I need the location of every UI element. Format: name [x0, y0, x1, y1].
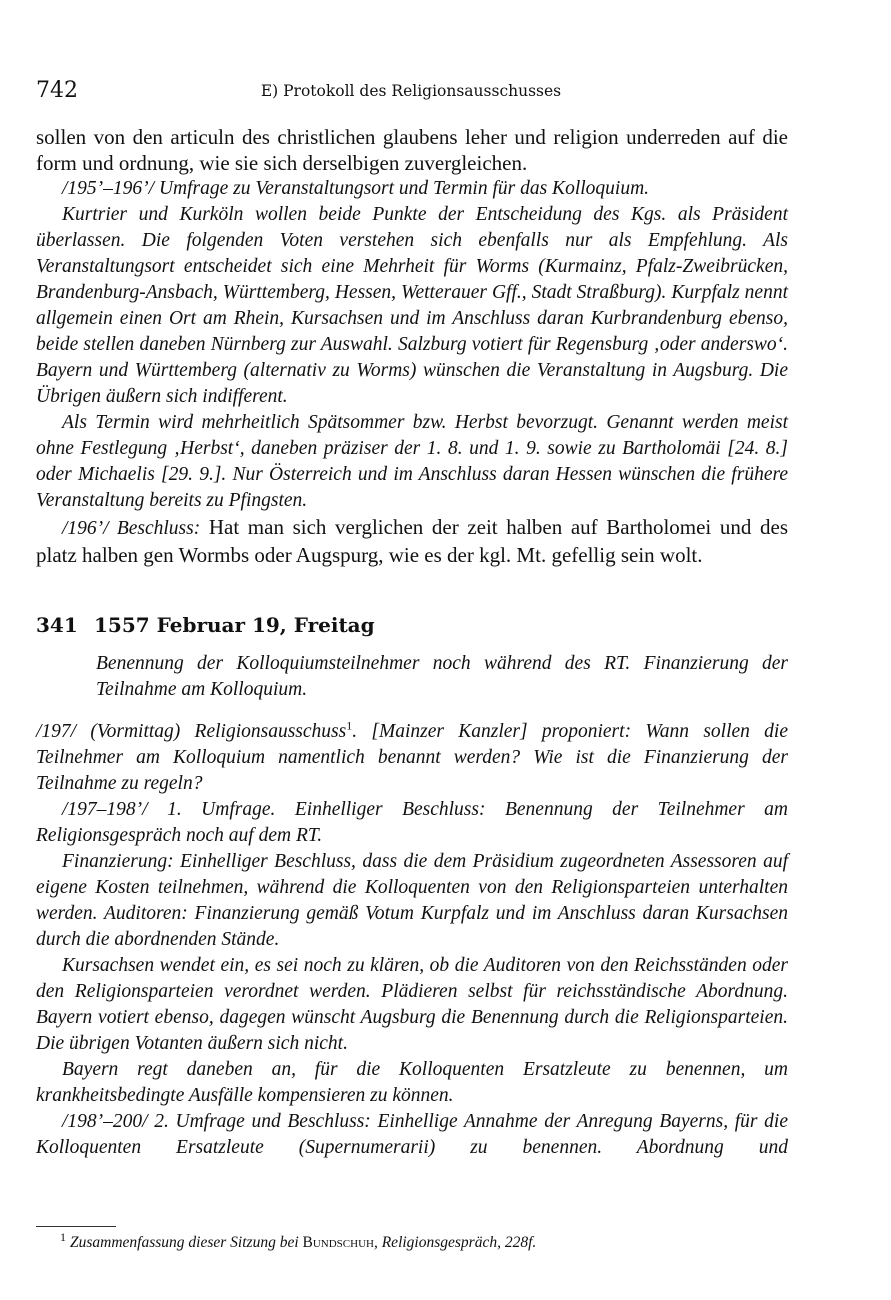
paragraph-finanzierung: Finanzierung: Einhelliger Beschluss, dass die dem Präsidium zugeordneten Assessoren auf eigene Kosten teilnehmen, während die Kolloquenten von den Religionsparteien unterhalten werden. Auditoren: Finanzierung gemäß Votum Kurpfalz und im Anschluss daran Kursachsen durch die abordnenden Stände. — [36, 851, 788, 950]
footnote-text-b: , Religionsgespräch, 228f. — [373, 1234, 537, 1251]
running-title: E) Protokoll des Religionsausschusses — [260, 82, 562, 100]
paragraph-umfrage-1: /197–198’/ 1. Umfrage. Einhelliger Beschluss: Benennung der Teilnehmer am Religionsgespräch noch auf dem RT. — [36, 799, 788, 846]
section-number: 341 — [36, 613, 78, 637]
page-header — [36, 78, 786, 108]
footnote-ref: 1 — [346, 718, 353, 733]
paragraph-continuation: sollen von den articuln des christlichen glaubens leher und religion underreden auf die form und ordnung, wie sie sich derselbigen zuvergleichen. — [36, 125, 788, 175]
footnote-text-a: Zusammenfassung dieser Sitzung bei — [70, 1234, 303, 1251]
proposition-intro: /197/ (Vormittag) Religionsausschuss — [36, 721, 347, 742]
footnote — [60, 1229, 780, 1252]
paragraph-beschluss — [36, 514, 788, 568]
footnote-mark: 1 — [60, 1229, 66, 1244]
beschluss-label: /196’/ Beschluss: — [62, 518, 201, 539]
paragraph-kursachsen: Kursachsen wendet ein, es sei noch zu klären, ob die Auditoren von den Reichsständen oder den Religionsparteien verordnet werden. Plädieren selbst für reichsständische Abordnung. Bayern votiert ebenso, dagegen wünscht Augsburg die Benennung durch die Religionsparteien. Die übrigen Votanten äußern sich nicht. — [36, 955, 788, 1054]
page-number: 742 — [36, 78, 78, 103]
section-summary: Benennung der Kolloquiumsteilnehmer noch während des RT. Finanzierung der Teilnahme am Kolloquium. — [96, 653, 788, 700]
paragraph-voten-ort: Kurtrier und Kurköln wollen beide Punkte der Entscheidung des Kgs. als Präsident überlassen. Die folgenden Voten verstehen sich ebenfalls nur als Empfehlung. Als Veranstaltungsort entscheidet sich eine Mehrheit für Worms (Kurmainz, Pfalz-Zweibrücken, Brandenburg-Ansbach, Württemberg, Hessen, Wetterauer Gff., Stadt Straßburg). Kurpfalz nennt allgemein einen Ort am Rhein, Kursachsen und im Anschluss daran Kurbrandenburg ebenso, beide stellen daneben Nürnberg zur Auswahl. Salzburg votiert für Regensburg ‚oder anderswo‘. Bayern und Württemberg (alternativ zu Worms) wünschen die Veranstaltung in Augsburg. Die Übrigen äußern sich indifferent. — [36, 204, 788, 407]
proposition-text: . [Mainzer Kanzler] proponiert: Wann sollen die Teilnehmer am Kolloquium namentlich benannt werden? Wie ist die Finanzierung der Teilnahme zu regeln? — [36, 721, 788, 794]
paragraph-bayern: Bayern regt daneben an, für die Kolloquenten Ersatzleute zu benennen, um krankheitsbedingte Ausfälle kompensieren zu können. — [36, 1059, 788, 1106]
section-heading — [36, 611, 788, 639]
page-body — [36, 124, 788, 1161]
section-date: 1557 Februar 19, Freitag — [94, 613, 375, 637]
beschluss-text: Hat man sich verglichen der zeit halben auf Bartholomei und des platz halben gen Wormbs oder Augspurg, wie es der kgl. Mt. gefellig sein wolt. — [36, 515, 789, 567]
footnote-divider — [36, 1226, 116, 1227]
paragraph-proposition — [36, 719, 788, 797]
paragraph-umfrage-ort: /195’–196’/ Umfrage zu Veranstaltungsort und Termin für das Kolloquium. — [62, 178, 650, 199]
paragraph-voten-termin: Als Termin wird mehrheitlich Spätsommer bzw. Herbst bevorzugt. Genannt werden meist ohne Festlegung ‚Herbst‘, daneben präziser der 1. 8. und 1. 9. sowie zu Bartholomäi [24. 8.] oder Michaelis [29. 9.]. Nur Österreich und im Anschluss daran Hessen wünschen die frühere Veranstaltung bereits zu Pfingsten. — [36, 412, 788, 511]
footnote-author: Bundschuh — [302, 1234, 374, 1251]
paragraph-umfrage-2: /198’–200/ 2. Umfrage und Beschluss: Einhellige Annahme der Anregung Bayerns, für die Kolloquenten Ersatzleute (Supernumerarii) zu benennen. Abordnung und — [36, 1111, 788, 1158]
